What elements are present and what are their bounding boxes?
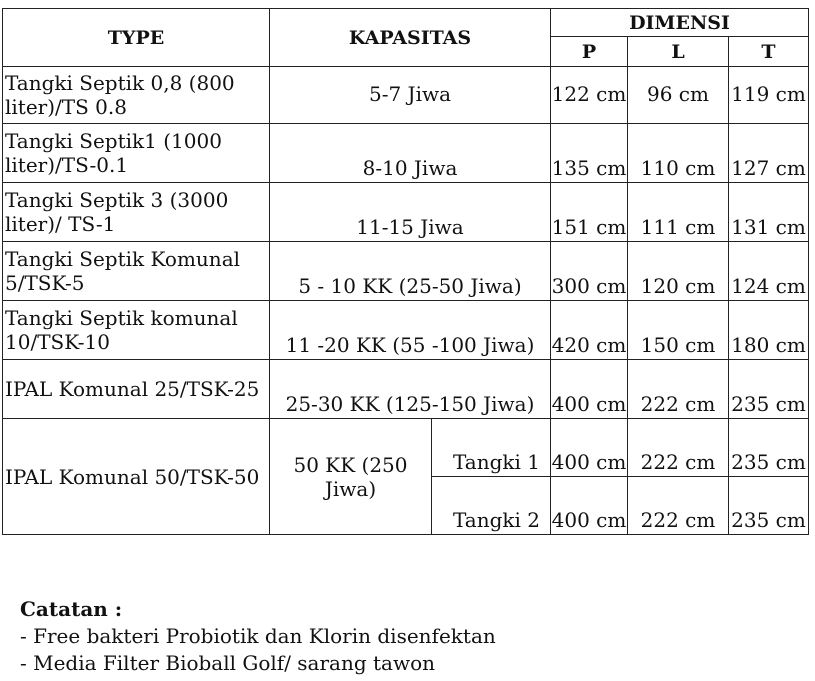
dim-l-cell: 96 cm xyxy=(628,67,729,124)
note-item: - Media Filter Bioball Golf/ sarang tawon xyxy=(20,651,436,675)
table-row xyxy=(3,124,809,183)
dim-p-cell: 122 cm xyxy=(551,67,628,124)
dim-t-cell: 119 cm xyxy=(729,67,809,124)
header-capacity: KAPASITAS xyxy=(270,9,551,67)
header-t: T xyxy=(729,37,809,67)
capacity-cell: 25-30 KK (125-150 Jiwa) xyxy=(270,360,551,419)
table-row xyxy=(3,67,809,124)
header-type: TYPE xyxy=(3,9,270,67)
dim-p-cell: 300 cm xyxy=(551,242,628,301)
type-cell: IPAL Komunal 25/TSK-25 xyxy=(3,360,270,419)
capacity-cell: 5 - 10 KK (25-50 Jiwa) xyxy=(270,242,551,301)
table-row xyxy=(3,183,809,242)
tank-label: Tangki 1 xyxy=(432,419,551,477)
dim-l-cell: 222 cm xyxy=(628,419,729,477)
dim-t-cell: 235 cm xyxy=(729,477,809,535)
dim-l-cell: 110 cm xyxy=(628,124,729,183)
capacity-cell: 11 -20 KK (55 -100 Jiwa) xyxy=(270,301,551,360)
dim-l-cell: 150 cm xyxy=(628,301,729,360)
capacity-cell: 11-15 Jiwa xyxy=(270,183,551,242)
table-row xyxy=(3,242,809,301)
dim-p-cell: 400 cm xyxy=(551,419,628,477)
capacity-cell: 5-7 Jiwa xyxy=(270,67,551,124)
specification-table xyxy=(2,8,809,535)
capacity-cell: 50 KK (250 Jiwa) xyxy=(270,419,432,535)
note-item: - Free bakteri Probiotik dan Klorin disenfektan xyxy=(20,624,496,648)
header-l: L xyxy=(628,37,729,67)
dim-p-cell: 400 cm xyxy=(551,360,628,419)
header-dimension: DIMENSI xyxy=(551,9,809,37)
notes-title: Catatan : xyxy=(20,597,123,621)
dim-p-cell: 420 cm xyxy=(551,301,628,360)
dim-t-cell: 124 cm xyxy=(729,242,809,301)
dim-l-cell: 222 cm xyxy=(628,360,729,419)
dim-t-cell: 235 cm xyxy=(729,419,809,477)
type-cell: IPAL Komunal 50/TSK-50 xyxy=(3,419,270,535)
dim-l-cell: 111 cm xyxy=(628,183,729,242)
header-p: P xyxy=(551,37,628,67)
dim-l-cell: 222 cm xyxy=(628,477,729,535)
dim-t-cell: 235 cm xyxy=(729,360,809,419)
notes-section xyxy=(20,596,496,677)
table-row xyxy=(3,301,809,360)
dim-t-cell: 131 cm xyxy=(729,183,809,242)
dim-p-cell: 400 cm xyxy=(551,477,628,535)
type-cell: Tangki Septik1 (1000 liter)/TS-0.1 xyxy=(3,124,270,183)
table-row xyxy=(3,360,809,419)
type-cell: Tangki Septik Komunal 5/TSK-5 xyxy=(3,242,270,301)
dim-t-cell: 127 cm xyxy=(729,124,809,183)
dim-p-cell: 135 cm xyxy=(551,124,628,183)
dim-l-cell: 120 cm xyxy=(628,242,729,301)
type-cell: Tangki Septik 3 (3000 liter)/ TS-1 xyxy=(3,183,270,242)
table-row xyxy=(3,419,809,477)
type-cell: Tangki Septik komunal 10/TSK-10 xyxy=(3,301,270,360)
type-cell: Tangki Septik 0,8 (800 liter)/TS 0.8 xyxy=(3,67,270,124)
dim-p-cell: 151 cm xyxy=(551,183,628,242)
dim-t-cell: 180 cm xyxy=(729,301,809,360)
capacity-cell: 8-10 Jiwa xyxy=(270,124,551,183)
tank-label: Tangki 2 xyxy=(432,477,551,535)
